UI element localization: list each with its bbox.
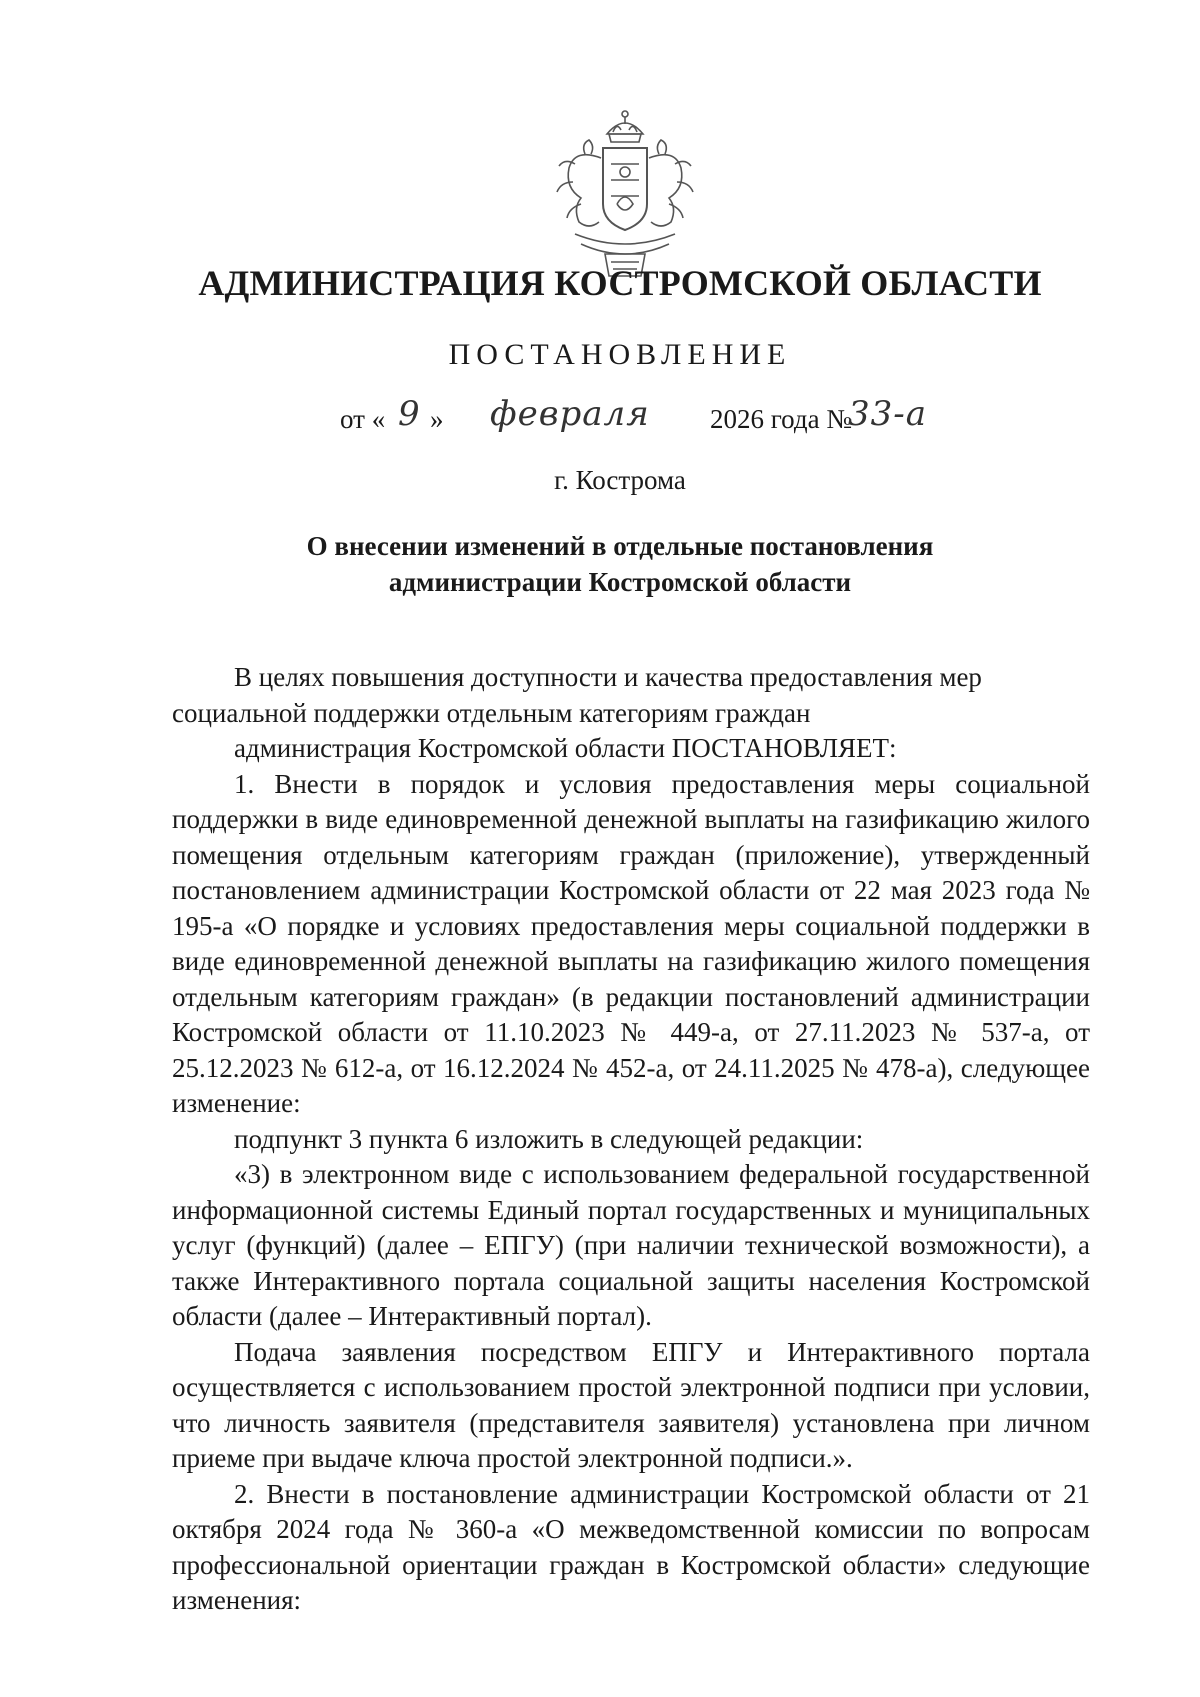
paragraph-submission: Подача заявления посредством ЕПГУ и Интерактивного портала осуществляется с использованием простой электронной подписи при условии, что личность заявителя (представителя заявителя) установлена при личном приеме при выдаче ключа простой электронной подписи.». xyxy=(172,1336,1090,1473)
subject-line-1: О внесении изменений в отдельные постановления xyxy=(306,531,934,561)
paragraph-item-2: 2. Внести в постановление администрации Костромской области от 21 октября 2024 года № 360-а «О межведомственной комиссии по вопросам профессиональной ориентации граждан в Костромской области» следующие изменения: xyxy=(172,1478,1090,1615)
paragraph-preamble: В целях повышения доступности и качества предоставления мер социальной поддержки отдельным категориям граждан xyxy=(172,662,982,728)
coat-of-arms-emblem xyxy=(545,104,705,284)
paragraph-item-1: 1. Внести в порядок и условия предоставления меры социальной поддержки в виде единовременной денежной выплаты на газификацию жилого помещения отдельным категориям граждан (приложение), утвержденный постановлением администрации Костромской области от 22 мая 2023 года № 195-а «О порядке и условиях предоставления меры социальной поддержки в виде единовременной денежной выплаты на газификацию жилого помещения отдельным категориям граждан» (в редакции постановлений администрации Костромской области от 11.10.2023 № 449-а, от 27.11.2023 № 537-а, от 25.12.2023 № 612-а, от 16.12.2024 № 452-а, от 24.11.2025 № 478-а), следующее изменение: xyxy=(172,768,1090,1118)
handwritten-number: 33-а xyxy=(848,394,928,434)
organization-title: АДМИНИСТРАЦИЯ КОСТРОМСКОЙ ОБЛАСТИ xyxy=(198,263,1042,303)
document-type: ПОСТАНОВЛЕНИЕ xyxy=(448,338,792,371)
paragraph-subitem-3: «3) в электронном виде с использованием федеральной государственной информационной системы Единый портал государственных и муниципальных услуг (функций) (далее – ЕПГУ) (при наличии технической возможности), а также Интерактивного портала социальной защиты населения Костромской области (далее – Интерактивный портал). xyxy=(172,1159,1090,1331)
handwritten-month: февраля xyxy=(490,394,650,434)
subject-line-2: администрации Костромской области xyxy=(388,567,852,597)
paragraph-resolves: администрация Костромской области ПОСТАНОВЛЯЕТ: xyxy=(234,733,897,763)
city: г. Кострома xyxy=(554,465,686,495)
document-body xyxy=(172,660,1090,1619)
date-prefix: от « xyxy=(340,404,386,434)
paragraph-subitem-intro: подпункт 3 пункта 6 изложить в следующей редакции: xyxy=(234,1123,864,1154)
handwritten-day: 9 xyxy=(398,394,421,434)
date-year-text: 2026 года № xyxy=(710,404,853,434)
date-close-quote: » xyxy=(430,404,444,434)
document-date-line xyxy=(340,394,1040,450)
document-subject xyxy=(0,528,1200,600)
